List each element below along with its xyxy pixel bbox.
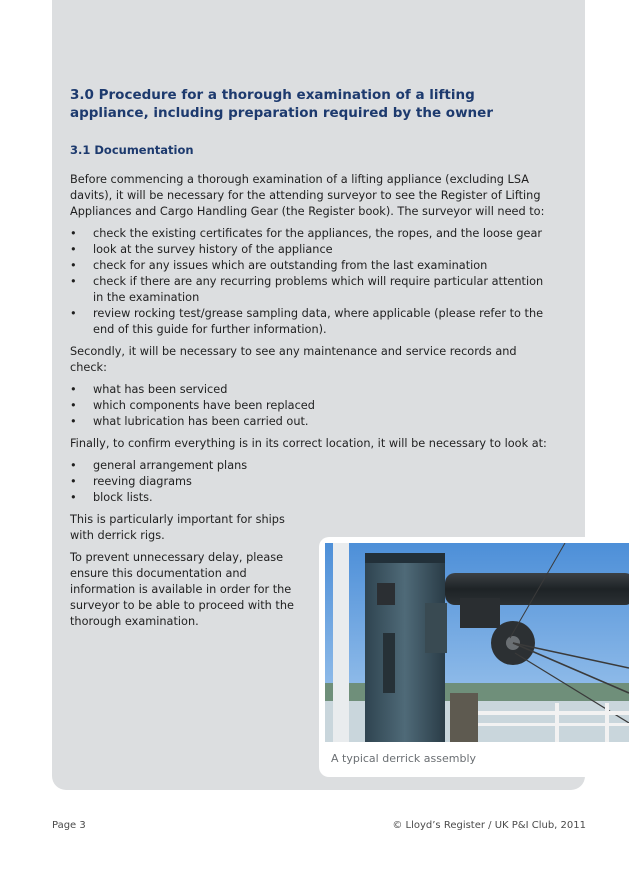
page-number: Page 3 (52, 820, 86, 831)
delay-paragraph: To prevent unnecessary delay, please ensure this documentation and information is available in order for the surveyor to be able to proceed with the thorough examination. (70, 551, 294, 628)
section-heading: 3.0 Procedure for a thorough examination of a lifting appliance, including preparation required by the owner (70, 87, 493, 121)
location-paragraph: Finally, to confirm everything is in its correct location, it will be necessary to look at: (70, 437, 547, 450)
list-item: • general arrangement plans (70, 458, 550, 474)
list-item: • check the existing certificates for the appliances, the ropes, and the loose gear (70, 226, 550, 242)
intro-paragraph: Before commencing a thorough examination of a lifting appliance (excluding LSA davits), it will be necessary for the attending surveyor to see the Register of Lifting Appliances and Cargo Handling Gear (the Register book). The surveyor will need to: (70, 173, 545, 218)
list-item: • what has been serviced (70, 382, 550, 398)
derrick-note-paragraph: This is particularly important for ships with derrick rigs. (70, 513, 285, 542)
list-item: • check for any issues which are outstanding from the last examination (70, 258, 550, 274)
subsection-heading: 3.1 Documentation (70, 143, 194, 157)
list-item: • check if there are any recurring problems which will require particular attention in the examination (70, 274, 550, 306)
figure-caption: A typical derrick assembly (331, 752, 477, 765)
list-item: • review rocking test/grease sampling data, where applicable (please refer to the end of this guide for further information). (70, 306, 550, 338)
list-item: • block lists. (70, 490, 550, 506)
checklist-surveyor (70, 226, 550, 338)
figure-card (319, 537, 638, 777)
list-item: • look at the survey history of the appliance (70, 242, 550, 258)
maintenance-paragraph: Secondly, it will be necessary to see any maintenance and service records and check: (70, 345, 517, 374)
copyright-notice: © Lloyd’s Register / UK P&I Club, 2011 (392, 820, 586, 831)
checklist-maintenance (70, 382, 550, 430)
derrick-photo (325, 543, 629, 742)
list-item: • which components have been replaced (70, 398, 550, 414)
list-item: • reeving diagrams (70, 474, 550, 490)
checklist-plans (70, 458, 550, 506)
list-item: • what lubrication has been carried out. (70, 414, 550, 430)
